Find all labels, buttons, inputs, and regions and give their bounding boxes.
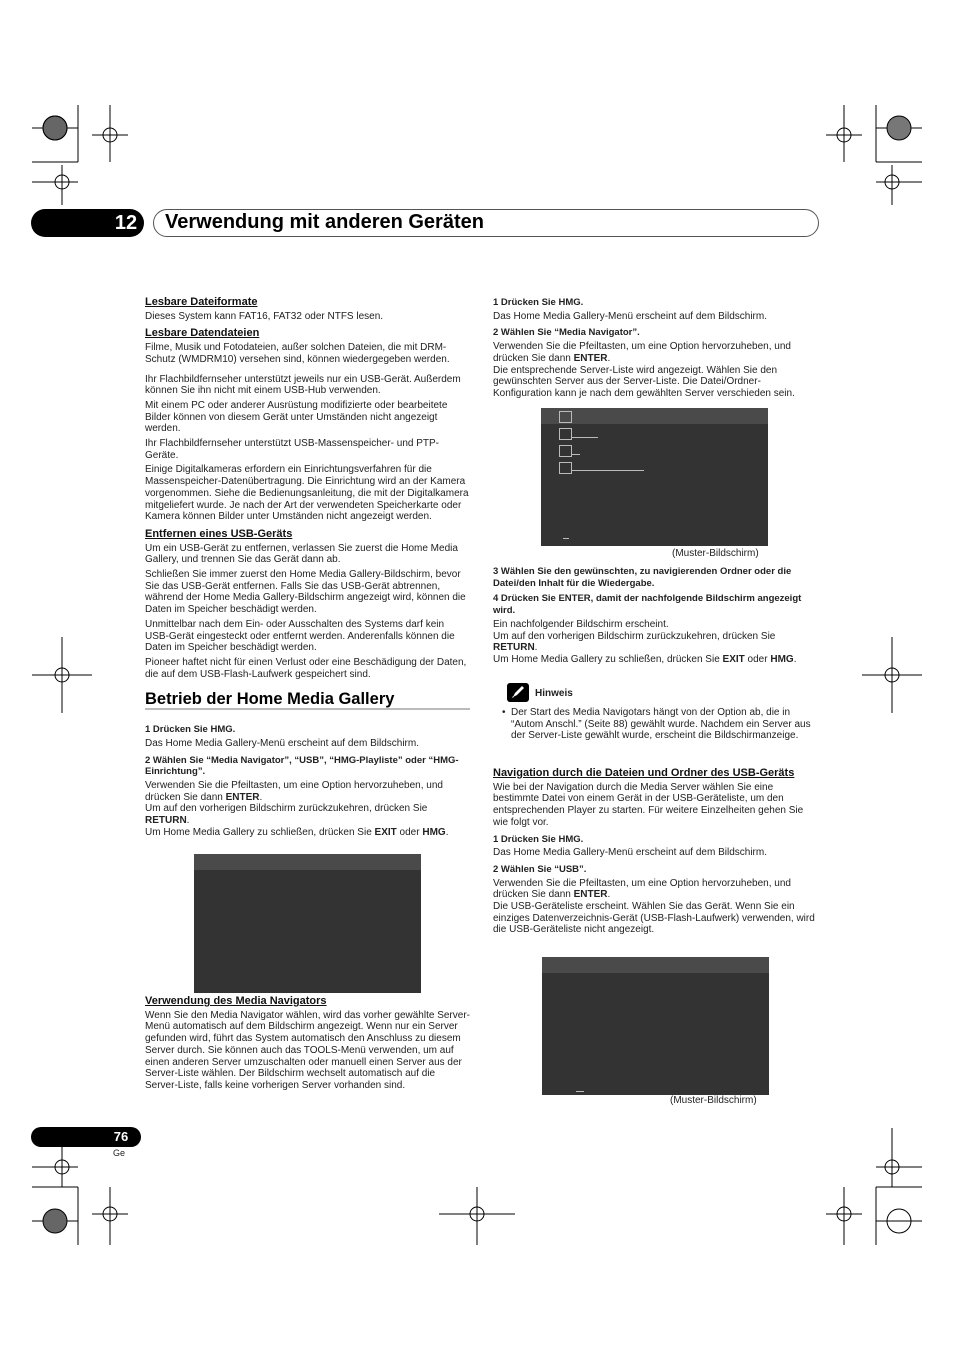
paragraph: Unmittelbar nach dem Ein- oder Ausschalten des Systems darf kein USB-Gerät eingesteckt oder entfernt werden. Anderenfalls können die Daten im Speicher beschädigt werden. [145, 618, 455, 654]
screen-title-bar [542, 957, 769, 973]
paragraph: Einige Digitalkameras erfordern ein Einrichtungsverfahren für die Massenspeicher-Datenübertragung. Die Einrichtung wird an der Kamera vorgenommen. Siehe die Bedienungsanleitung, die mit der Digitalkamera mitgeliefert wurde. Je nach der Art der verwendeten Speicherkarte oder Kamera können Bilder unter Umständen nicht angezeigt werden. [145, 464, 469, 523]
paragraph: Die USB-Geräteliste erscheint. Wählen Sie das Gerät. Wenn Sie ein einziges Datenverzeichnis-Gerät (USB-Flash-Laufwerk) verwenden, wird die USB-Geräteliste nicht angezeigt. [493, 901, 815, 936]
step-2: 2 Wählen Sie “Media Navigator”, “USB”, “HMG-Playliste” oder “HMG-Einrichtung”. [145, 754, 459, 778]
paragraph: Schließen Sie immer zuerst den Home Media Gallery-Bildschirm, bevor Sie das USB-Gerät entfernen. Falls Sie das USB-Gerät abtrennen, während der Home Media Gallery-Bildschirm angezeigt wird, können die Daten im Speicher beschädigt werden. [145, 569, 466, 616]
photo-folder-icon [559, 445, 572, 457]
paragraph: Wie bei der Navigation durch die Media Server wählen Sie eine bestimmte Datei von einem Gerät in der USB-Geräteliste, um den entsprechenden Player zu starten. Für weitere Einzelheiten gehen Sie wie folgt vor. [493, 781, 804, 828]
paragraph: Filme, Musik und Fotodateien, außer solchen Dateien, die mit DRM-Schutz (WMDRM10) versehen sind, können wiedergegeben werden. [145, 342, 450, 365]
paragraph: Um auf den vorherigen Bildschirm zurückzukehren, drücken Sie RETURN. [145, 803, 428, 827]
note-title: Hinweis [535, 688, 573, 699]
item-underline [572, 454, 580, 455]
note-text: Der Start des Media Navigotars hängt von der Option ab, die in “Autom Anschl.” (Seite 88) gewählt wurde. Nachdem ein Server aus der Server-Liste gewählt wurde, erscheint die Bildschirmanzeige. [511, 707, 811, 742]
item-underline [572, 437, 598, 438]
paragraph: Mit einem PC oder anderer Ausrüstung modifizierte oder bearbeitete Bilder können von diesem Gerät unter Umständen nicht angezeigt werden. [145, 399, 448, 435]
folder-icon [559, 411, 572, 423]
step-1: 1 Drücken Sie HMG. [493, 833, 584, 845]
paragraph: Ihr Flachbildfernseher unterstützt jeweils nur ein USB-Gerät. Außerdem können Sie ihn nicht mit einem USB-Hub verwenden. [145, 373, 461, 397]
music-folder-icon [559, 428, 572, 440]
paragraph: Pioneer haftet nicht für einen Verlust oder eine Beschädigung der Daten, die auf dem USB-Flash-Laufwerk gespeichert sind. [145, 656, 467, 680]
server-list-screen [541, 408, 768, 546]
heading-media-navigator: Verwendung des Media Navigators [145, 995, 327, 1007]
heading-lesbare-datendateien: Lesbare Datendateien [145, 327, 260, 340]
screen-title-bar [541, 408, 768, 424]
section-heading-home-media-gallery: Betrieb der Home Media Gallery [145, 694, 470, 710]
paragraph: Die entsprechende Server-Liste wird angezeigt. Wählen Sie den gewünschten Server aus der Server-Liste. Die Datei/Ordner-Konfiguration kann je nach dem gewählten Server verschieden sein. [493, 364, 795, 399]
paragraph: Verwenden Sie die Pfeiltasten, um eine Option hervorzuheben, und drücken Sie dann ENTER. [493, 877, 791, 901]
paragraph: Das Home Media Gallery-Menü erscheint auf dem Bildschirm. [493, 847, 767, 859]
right-column-mid [493, 566, 817, 669]
step-2: 2 Wählen Sie “Media Navigator”. [493, 327, 640, 339]
step-4: 4 Drücken Sie ENTER, damit der nachfolgende Bildschirm angezeigt wird. [493, 593, 802, 617]
paragraph: Ihr Flachbildfernseher unterstützt USB-Massenspeicher- und PTP-Geräte. [145, 438, 440, 461]
heading-entfernen-usb: Entfernen eines USB-Geräts [145, 527, 293, 540]
paragraph: Um auf den vorherigen Bildschirm zurückzukehren, drücken Sie RETURN. [493, 630, 776, 654]
screen-caption: (Muster-Bildschirm) [670, 1095, 757, 1106]
paragraph: Um ein USB-Gerät zu entfernen, verlassen Sie zuerst die Home Media Gallery, und trennen Sie das Gerät dann ab. [145, 542, 458, 566]
page-language: Ge [113, 1148, 126, 1158]
usb-device-list-screen [542, 957, 769, 1095]
screen-caption: (Muster-Bildschirm) [672, 548, 759, 559]
paragraph: Um Home Media Gallery zu schließen, drücken Sie EXIT oder HMG. [145, 826, 449, 838]
cursor-mark [563, 538, 569, 539]
right-column-bottom [493, 768, 817, 939]
paragraph: Verwenden Sie die Pfeiltasten, um eine Option hervorzuheben, und drücken Sie dann ENTER. [493, 341, 791, 364]
paragraph: Wenn Sie den Media Navigator wählen, wird das vorher gewählte Server-Menü automatisch auf dem Bildschirm angezeigt. Wenn nur ein Server gefunden wird, führt das System automatisch den Anschluss zu diesem Server durch. Sie können auch das TOOLS-Menü verwenden, um auf einen anderen Server umzuschalten oder manuell einen Server aus der Server-Liste wählen. Der Bildschirm wechselt automatisch auf die Server-Liste, falls keine vorherigen Server vorhanden sind. [145, 1009, 470, 1091]
screen-title-bar [194, 854, 421, 870]
item-underline [572, 470, 644, 471]
paragraph: Das Home Media Gallery-Menü erscheint auf dem Bildschirm. [493, 310, 767, 322]
step-1: 1 Drücken Sie HMG. [145, 724, 236, 736]
note-pencil-icon [507, 683, 529, 702]
paragraph: Dieses System kann FAT16, FAT32 oder NTFS lesen. [145, 310, 384, 322]
heading-usb-navigation: Navigation durch die Dateien und Ordner des USB-Geräts [493, 767, 795, 779]
paragraph: Ein nachfolgender Bildschirm erscheint. [493, 618, 669, 630]
right-column [493, 297, 817, 403]
paragraph: Verwenden Sie die Pfeiltasten, um eine Option hervorzuheben, und drücken Sie dann ENTER. [145, 779, 443, 803]
chapter-number: 12 [114, 212, 138, 234]
step-2: 2 Wählen Sie “USB”. [493, 863, 587, 875]
paragraph: Das Home Media Gallery-Menü erscheint auf dem Bildschirm. [145, 737, 419, 749]
bullet: • [502, 707, 506, 718]
left-column [145, 297, 470, 841]
cursor-mark [576, 1091, 584, 1092]
left-column-bottom [145, 996, 470, 1095]
page-number: 76 [113, 1129, 129, 1144]
video-folder-icon [559, 462, 572, 474]
hmg-menu-screen [194, 854, 421, 993]
paragraph: Um Home Media Gallery zu schließen, drücken Sie EXIT oder HMG. [493, 653, 797, 665]
chapter-title: Verwendung mit anderen Geräten [165, 211, 484, 233]
step-3: 3 Wählen Sie den gewünschten, zu navigierenden Ordner oder die Datei/den Inhalt für die Wiedergabe. [493, 566, 792, 589]
heading-lesbare-dateiformate: Lesbare Dateiformate [145, 296, 258, 308]
step-1: 1 Drücken Sie HMG. [493, 297, 584, 308]
